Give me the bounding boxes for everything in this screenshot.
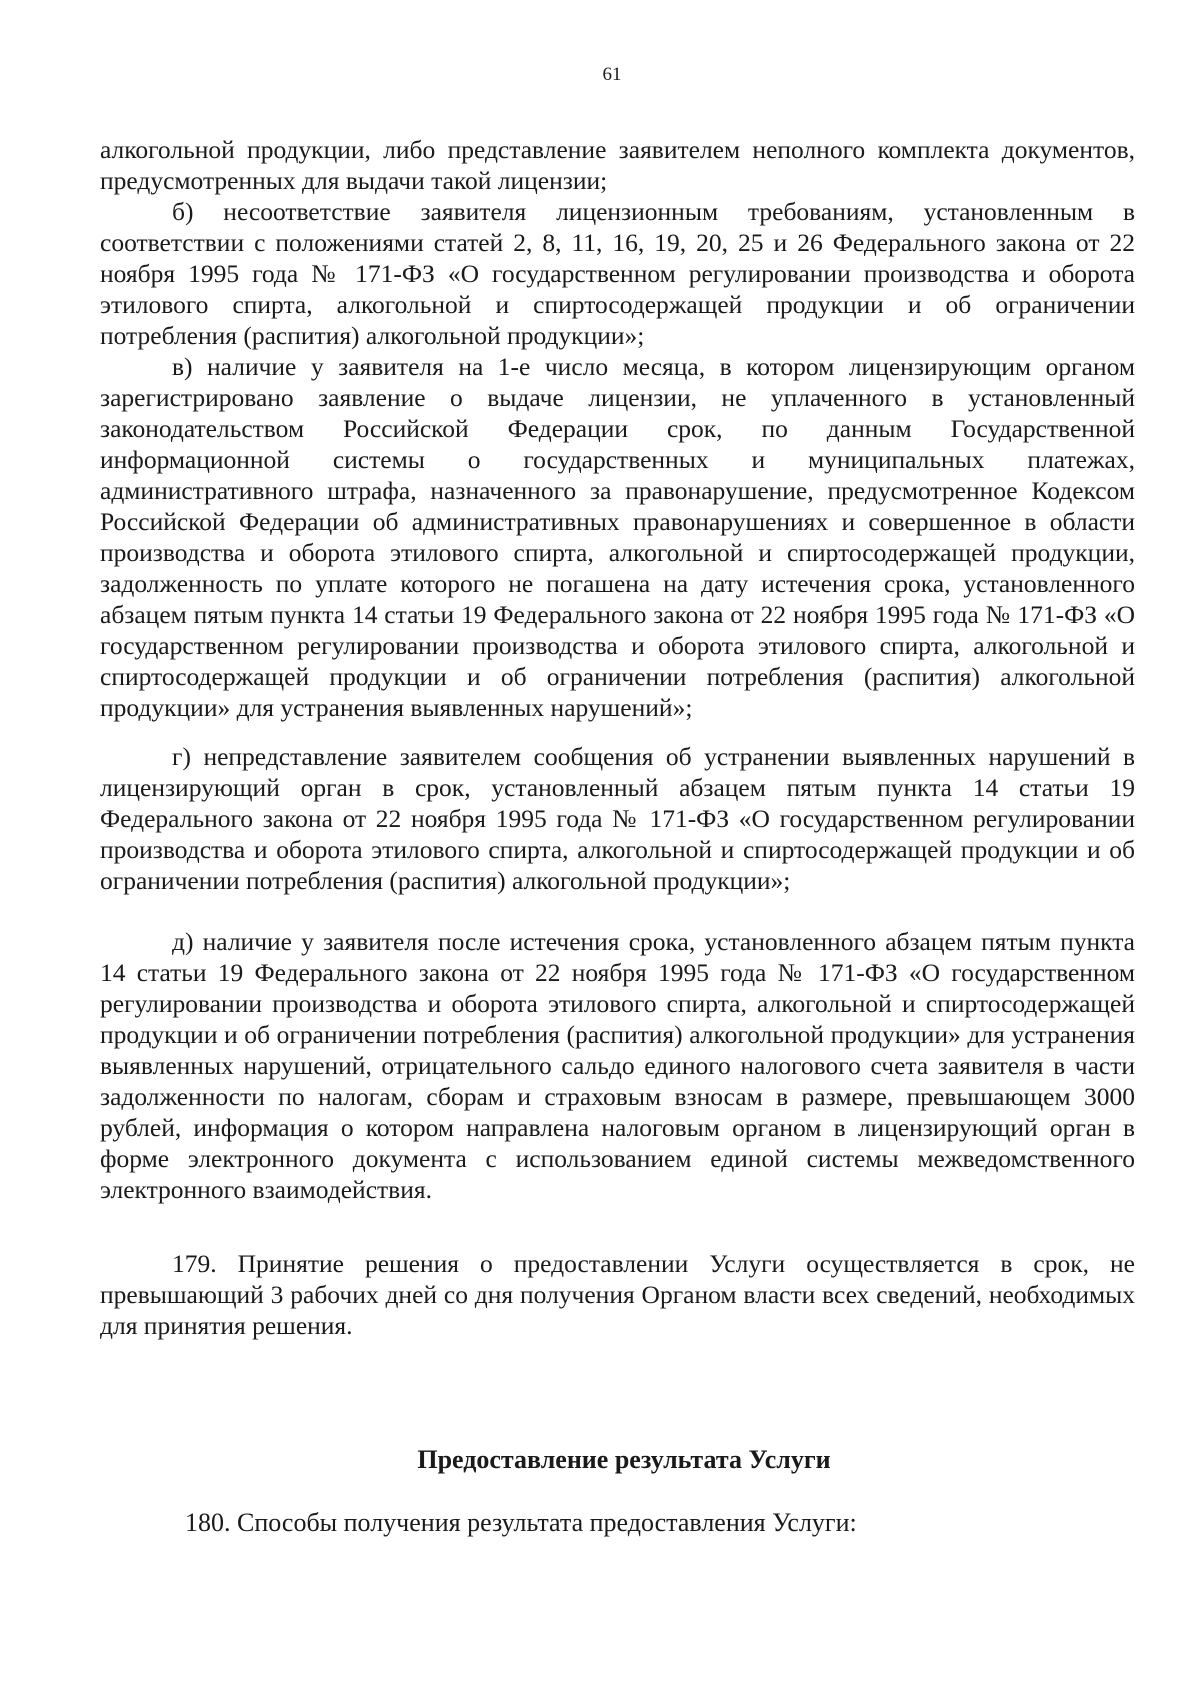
paragraph-180: 180. Способы получения результата предоставления Услуги: <box>185 1508 857 1537</box>
paragraph-item-g: г) непредставление заявителем сообщения об устранении выявленных нарушений в лицензирующий орган в срок, установленный абзацем пятым пункта 14 статьи 19 Федерального закона от 22 ноября 1995 года № 171-ФЗ «О государственном регулировании производства и оборота этилового спирта, алкогольной и спиртосодержащей продукции и об ограничении потребления (распития) алкогольной продукции»; <box>100 741 1135 895</box>
paragraph-item-d: д) наличие у заявителя после истечения срока, установленного абзацем пятым пункта 14 статьи 19 Федерального закона от 22 ноября 1995 года № 171-ФЗ «О государственном регулировании производства и оборота этилового спирта, алкогольной и спиртосодержащей продукции и об ограничении потребления (распития) алкогольной продукции» для устранения выявленных нарушений, отрицательного сальдо единого налогового счета заявителя в части задолженности по налогам, сборам и страховым взносам в размере, превышающем 3000 рублей, информация о котором направлена налоговым органом в лицензирующий орган в форме электронного документа с использованием единой системы межведомственного электронного взаимодействия. <box>100 926 1135 1204</box>
paragraph-item-v: в) наличие у заявителя на 1-е число месяца, в котором лицензирующим органом зарегистрировано заявление о выдаче лицензии, не уплаченного в установленный законодательством Российской Федерации срок, по данным Государственной информационной системы о государственных и муниципальных платежах, административного штрафа, назначенного за правонарушение, предусмотренное Кодексом Российской Федерации об административных правонарушениях и совершенное в области производства и оборота этилового спирта, алкогольной и спиртосодержащей продукции, задолженность по уплате которого не погашена на дату истечения срока, установленного абзацем пятым пункта 14 статьи 19 Федерального закона от 22 ноября 1995 года № 171-ФЗ «О государственном регулировании производства и оборота этилового спирта, алкогольной и спиртосодержащей продукции и об ограничении потребления (распития) алкогольной продукции» для устранения выявленных нарушений»; <box>100 351 1135 722</box>
paragraph-179: 179. Принятие решения о предоставлении Услуги осуществляется в срок, не превышающий 3 рабочих дней со дня получения Органом власти всех сведений, необходимых для принятия решения. <box>100 1248 1135 1340</box>
paragraph-continuation: алкогольной продукции, либо представление заявителем неполного комплекта документов, предусмотренных для выдачи такой лицензии; <box>100 134 1135 195</box>
paragraph-item-b: б) несоответствие заявителя лицензионным требованиям, установленным в соответствии с положениями статей 2, 8, 11, 16, 19, 20, 25 и 26 Федерального закона от 22 ноября 1995 года № 171-ФЗ «О государственном регулировании производства и оборота этилового спирта, алкогольной и спиртосодержащей продукции и об ограничении потребления (распития) алкогольной продукции»; <box>100 196 1135 350</box>
page-number: 61 <box>602 64 622 85</box>
section-heading: Предоставление результата Услуги <box>417 1445 831 1474</box>
